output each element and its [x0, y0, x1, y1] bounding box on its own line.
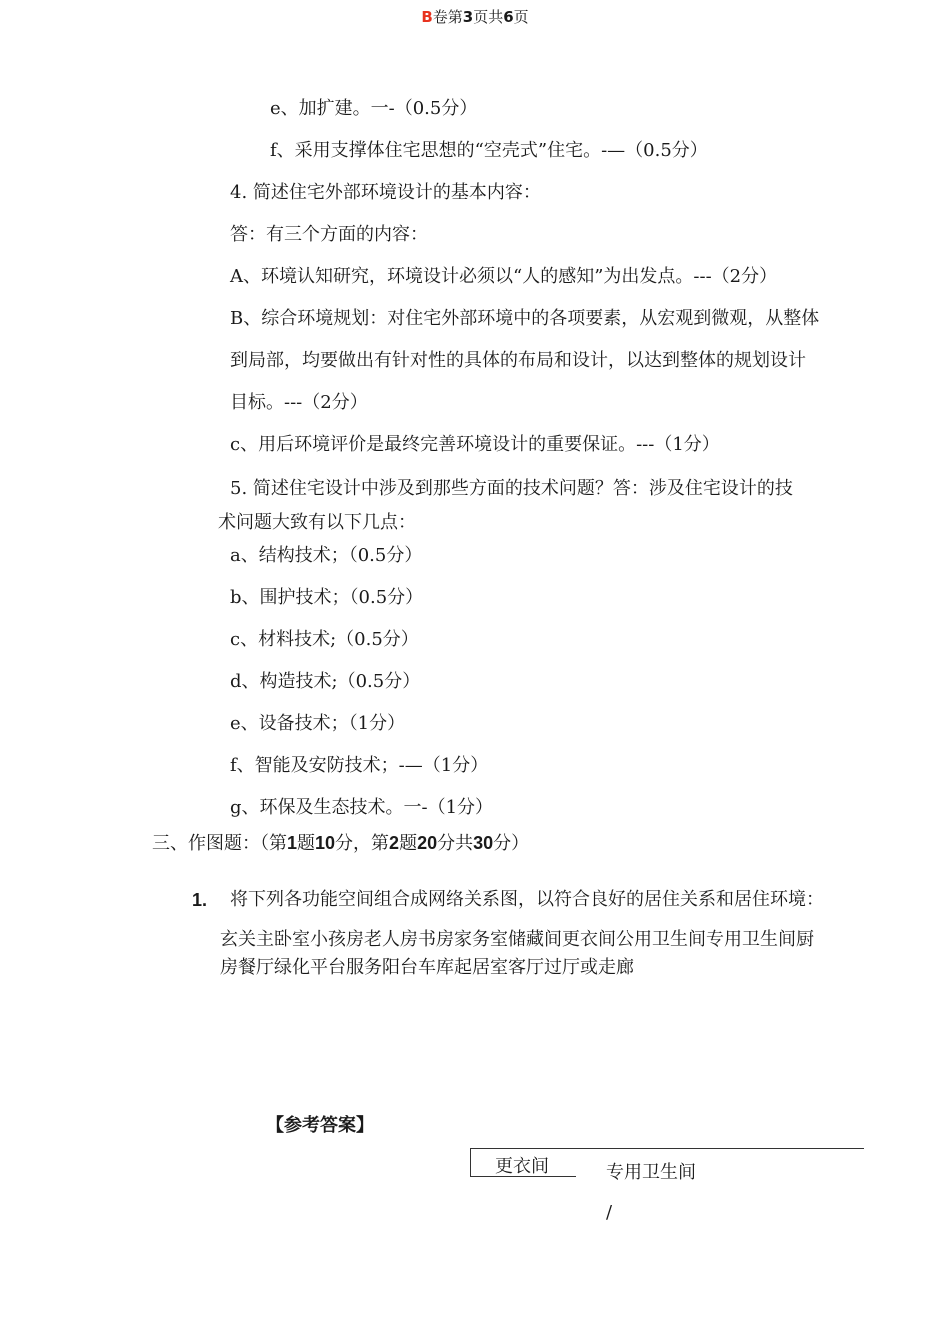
section-heading	[152, 831, 529, 856]
heading-text: 题	[297, 833, 316, 854]
node-private-bathroom: 专用卫生间	[606, 1162, 696, 1183]
answer-line: A、环境认知研究，环境设计必须以“人的感知”为出发点。---（2分）	[230, 266, 778, 287]
answer-line: d、构造技术;（0.5分）	[230, 671, 421, 692]
heading-number: 10	[315, 833, 336, 853]
answer-line: e、设备技术；（1分）	[230, 713, 406, 734]
question-line: 5. 简述住宅设计中涉及到那些方面的技术问题？答：涉及住宅设计的技	[230, 478, 793, 499]
answer-line: c、材料技术;（0.5分）	[230, 629, 419, 650]
reference-answer-label: 【参考答案】	[266, 1115, 374, 1136]
answer-line: B、综合环境规划：对住宅外部环境中的各项要素，从宏观到微观，从整体	[230, 308, 820, 329]
heading-text: 分共	[437, 833, 474, 854]
space-list-line: 玄关主卧室小孩房老人房书房家务室储藏间更衣间公用卫生间专用卫生间厨	[220, 929, 814, 950]
page-header	[0, 6, 950, 27]
answer-line: f、智能及安防技术；-—（1分）	[230, 755, 489, 776]
node-dressing-room: 更衣间	[495, 1156, 549, 1177]
answer-line: b、围护技术；（0.5分）	[230, 587, 424, 608]
heading-number: 20	[417, 833, 438, 853]
question-line: 4. 简述住宅外部环境设计的基本内容：	[230, 182, 541, 203]
page-number: 3	[462, 8, 474, 26]
connector-slash: /	[606, 1202, 613, 1223]
header-text: 卷第	[432, 8, 463, 26]
answer-line: c、用后环境评价是最终完善环境设计的重要保证。---（1分）	[230, 434, 720, 455]
total-pages: 6	[503, 8, 514, 26]
question-line: 术问题大致有以下几点：	[218, 512, 416, 533]
volume-label: B	[421, 8, 433, 26]
answer-line: 答：有三个方面的内容：	[230, 224, 428, 245]
header-text: 页	[513, 8, 529, 26]
answer-line: a、结构技术；（0.5分）	[230, 545, 423, 566]
answer-line: 到局部，均要做出有针对性的具体的布局和设计，以达到整体的规划设计	[230, 350, 806, 371]
heading-number: 30	[473, 833, 494, 853]
diagram-left-line	[470, 1148, 471, 1176]
heading-number: 2	[389, 833, 400, 853]
space-list-line: 房餐厅绿化平台服务阳台车库起居室客厅过厅或走廊	[220, 957, 634, 978]
heading-text: 三、作图题：（第	[152, 833, 287, 854]
question-number: 1.	[192, 890, 208, 910]
heading-number: 1	[287, 833, 298, 853]
heading-text: 分）	[493, 833, 530, 854]
diagram-top-line	[470, 1148, 864, 1149]
question-text: 将下列各功能空间组合成网络关系图，以符合良好的居住关系和居住环境：	[230, 889, 824, 910]
header-text: 页共	[473, 8, 504, 26]
answer-line: f、采用支撑体住宅思想的“空壳式”住宅。-—（0.5分）	[270, 140, 708, 161]
answer-line: 目标。---（2分）	[230, 392, 368, 413]
answer-line: e、加扩建。一-（0.5分）	[270, 98, 478, 119]
heading-text: 题	[399, 833, 418, 854]
heading-text: 分，第	[335, 833, 390, 854]
answer-line: g、环保及生态技术。一-（1分）	[230, 797, 494, 818]
